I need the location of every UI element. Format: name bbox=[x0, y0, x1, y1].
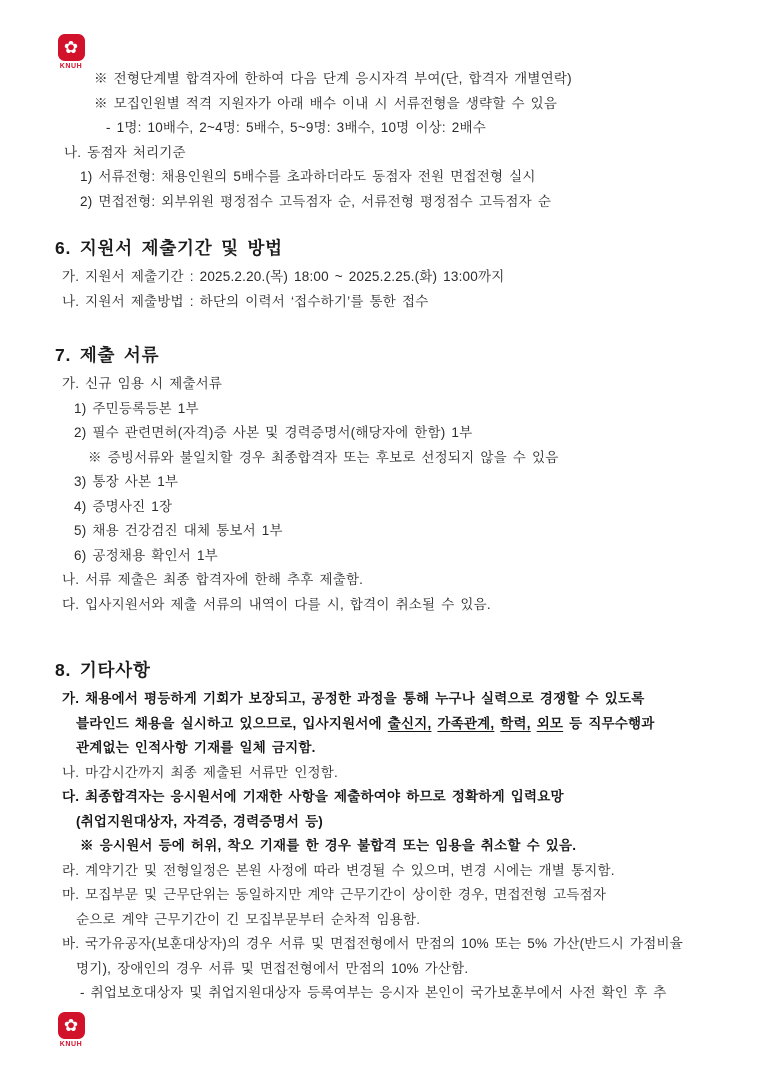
list-item-line: 관계없는 인적사항 기재를 일체 금지함. bbox=[76, 740, 316, 755]
list-item-line: 가. 채용에서 평등하게 기회가 보장되고, 공정한 과정을 통해 누구나 실력으로 경쟁할 수 있도록 bbox=[62, 691, 645, 706]
underlined-term: 학력, bbox=[500, 715, 531, 731]
flower-emblem-icon bbox=[58, 1012, 85, 1039]
text-segment: 블라인드 채용을 실시하고 있으므로, 입사지원서에 bbox=[76, 715, 382, 731]
flower-glyph: ✿ bbox=[63, 1016, 79, 1035]
note-line: ※ 모집인원별 적격 지원자가 아래 배수 이내 시 서류전형을 생략할 수 있음 bbox=[94, 95, 558, 111]
note-detail-line: - 1명: 10배수, 2~4명: 5배수, 5~9명: 3배수, 10명 이상: 2배수 bbox=[106, 120, 486, 135]
list-item-line: 나. 마감시간까지 최종 제출된 서류만 인정함. bbox=[62, 764, 338, 780]
flower-emblem-icon bbox=[58, 34, 85, 61]
list-item-line: 2) 필수 관련면허(자격)증 사본 및 경력증명서(해당자에 한함) 1부 bbox=[74, 425, 473, 440]
flower-glyph: ✿ bbox=[63, 38, 79, 57]
list-item-line: 마. 모집부문 및 근무단위는 동일하지만 계약 근무기간이 상이한 경우, 면접전형 고득점자 bbox=[62, 887, 607, 902]
list-item-line: 다. 입사지원서와 제출 서류의 내역이 다를 시, 합격이 취소될 수 있음. bbox=[62, 596, 491, 612]
list-item-line: 6) 공정채용 확인서 1부 bbox=[74, 547, 218, 563]
list-item-line: (취업지원대상자, 자격증, 경력증명서 등) bbox=[76, 813, 324, 829]
knuh-logo-top bbox=[54, 34, 88, 70]
list-item-line: 4) 증명사진 1장 bbox=[74, 498, 173, 514]
document-content bbox=[0, 67, 768, 1006]
list-item-line: 3) 통장 사본 1부 bbox=[74, 474, 179, 489]
list-item-line: 5) 채용 건강검진 대체 통보서 1부 bbox=[74, 523, 283, 538]
knuh-logo-label: KNUH bbox=[59, 63, 83, 70]
section6-submission-period bbox=[0, 233, 768, 314]
tie-break-heading-line: 나. 동점자 처리기준 bbox=[64, 144, 186, 160]
section7-required-documents bbox=[0, 340, 768, 617]
list-item-line bbox=[0, 712, 768, 737]
section7-heading: 7. 제출 서류 bbox=[55, 345, 160, 365]
list-item-line: 나. 지원서 제출방법 : 하단의 이력서 ‘접수하기’를 통한 접수 bbox=[62, 293, 429, 309]
knuh-logo-label: KNUH bbox=[59, 1041, 83, 1048]
list-item-line: 명기), 장애인의 경우 서류 및 면접전형에서 만점의 10% 가산함. bbox=[76, 960, 469, 976]
list-item-line: 순으로 계약 근무기간이 긴 모집부문부터 순차적 임용함. bbox=[76, 911, 421, 927]
list-item-line: 2) 면접전형: 외부위원 평정점수 고득점자 순, 서류전형 평정점수 고득점자 순 bbox=[80, 193, 552, 209]
note-line: ※ 응시원서 등에 허위, 착오 기재를 한 경우 불합격 또는 임용을 취소할 수 있음. bbox=[80, 838, 577, 853]
text-segment: 등 직무수행과 bbox=[569, 715, 655, 731]
note-line: ※ 전형단계별 합격자에 한하여 다음 단계 응시자격 부여(단, 합격자 개별연락) bbox=[94, 71, 572, 86]
knuh-logo-bottom bbox=[54, 1012, 88, 1048]
list-item-line: 다. 최종합격자는 응시원서에 기재한 사항을 제출하여야 하므로 정확하게 입력요망 bbox=[62, 789, 564, 804]
list-item-line: 바. 국가유공자(보훈대상자)의 경우 서류 및 면접전형에서 만점의 10% 또는 5% 가산(반드시 가점비율 bbox=[62, 936, 683, 951]
underlined-term: 출신지, bbox=[387, 715, 432, 731]
section8-heading: 8. 기타사항 bbox=[55, 660, 151, 680]
section5-continuation bbox=[0, 67, 768, 214]
list-item-line: 가. 지원서 제출기간 : 2025.2.20.(목) 18:00 ~ 2025.2.25.(화) 13:00까지 bbox=[62, 269, 505, 284]
section8-other-matters bbox=[0, 655, 768, 1006]
section6-heading: 6. 지원서 제출기간 및 방법 bbox=[55, 238, 283, 258]
underlined-term: 가족관계, bbox=[437, 715, 495, 731]
note-line: ※ 증빙서류와 불일치할 경우 최종합격자 또는 후보로 선정되지 않을 수 있음 bbox=[88, 449, 559, 465]
list-item-line: 1) 서류전형: 채용인원의 5배수를 초과하더라도 동점자 전원 면접전형 실시 bbox=[80, 169, 536, 184]
list-item-line: 1) 주민등록등본 1부 bbox=[74, 400, 199, 416]
list-item-line: 나. 서류 제출은 최종 합격자에 한해 추후 제출함. bbox=[62, 572, 364, 587]
note-detail-line: - 취업보호대상자 및 취업지원대상자 등록여부는 응시자 본인이 국가보훈부에서 사전 확인 후 추 bbox=[80, 985, 667, 1000]
list-item-line: 라. 계약기간 및 전형일정은 본원 사정에 따라 변경될 수 있으며, 변경 시에는 개별 통지함. bbox=[62, 862, 615, 878]
list-item-line: 가. 신규 임용 시 제출서류 bbox=[62, 376, 223, 391]
underlined-term: 외모 bbox=[536, 715, 564, 731]
